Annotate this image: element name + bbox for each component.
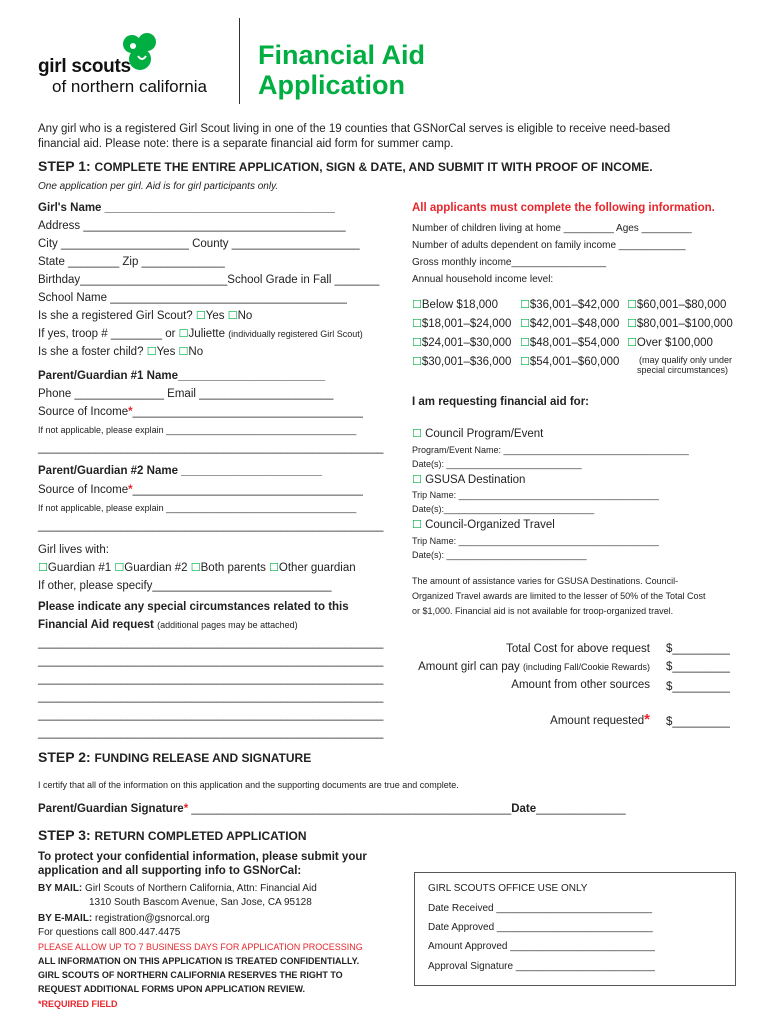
pg2-not-applicable[interactable]: If not applicable, please explain ______________________________________ [38, 503, 357, 513]
council-travel-checkbox[interactable]: ☐ [412, 519, 422, 531]
may-qualify-note-2: special circumstances) [637, 365, 729, 375]
income-option[interactable] [520, 355, 619, 369]
troop-question [38, 327, 363, 341]
questions-text: For questions call 800.447.4475 [38, 927, 181, 938]
email-row [38, 913, 210, 925]
gsusa-checkbox[interactable]: ☐ [412, 474, 422, 486]
city-county-field[interactable]: City ____________________ County ____________________ [38, 238, 360, 250]
girl-can-pay-row [418, 660, 650, 674]
lives-with-options [38, 561, 356, 575]
income-option[interactable] [627, 336, 713, 350]
income-checkbox[interactable]: ☐ [412, 337, 422, 349]
gsusa-dates-field[interactable]: Date(s):______________________________ [412, 504, 595, 514]
special-line-4[interactable]: ______________________________________________________ [38, 691, 384, 703]
address-field[interactable]: Address _________________________________________ [38, 220, 346, 232]
annual-income-label: Annual household income level: [412, 274, 554, 285]
confidential-line2: GIRL SCOUTS OF NORTHERN CALIFORNIA RESERVES THE RIGHT TO [38, 970, 343, 980]
income-label: $54,001–$60,000 [529, 356, 620, 368]
income-label: Below $18,000 [421, 299, 498, 311]
required-field-legend [38, 999, 118, 1010]
girl-lives-with-label: Girl lives with: [38, 544, 109, 556]
no-checkbox[interactable]: ☐ [227, 310, 238, 322]
protect-line1: To protect your confidential information, please submit your [38, 851, 367, 863]
protect-line2: application and all supporting info to GSNorCal: [38, 865, 302, 877]
may-qualify-note-1: (may qualify only under [639, 355, 733, 365]
required-asterisk: * [644, 711, 650, 728]
date-approved-field[interactable]: Date Approved ____________________________ [428, 922, 653, 933]
assistance-note-3: or $1,000. Financial aid is not available for troop-organized travel. [412, 606, 674, 616]
income-option[interactable] [412, 317, 511, 331]
step3-text: RETURN COMPLETED APPLICATION [94, 829, 307, 843]
income-label: $36,001–$42,000 [529, 299, 620, 311]
both-parents-label: Both parents [200, 562, 266, 574]
income-checkbox[interactable]: ☐ [412, 299, 422, 311]
income-label: $24,001–$30,000 [421, 337, 512, 349]
amount-requested-field[interactable]: $_________ [666, 716, 730, 728]
pg1-name-field[interactable]: Parent/Guardian #1 Name_______________________ [38, 370, 326, 382]
foster-question [38, 345, 203, 359]
income-checkbox[interactable]: ☐ [627, 337, 637, 349]
required-asterisk: * [38, 999, 42, 1009]
page-title-line1: Financial Aid [258, 40, 426, 70]
amount-requested-row [550, 713, 650, 728]
special-line-1[interactable]: ______________________________________________________ [38, 637, 384, 649]
gsusa-label: GSUSA Destination [425, 474, 526, 486]
confidential-line1: ALL INFORMATION ON THIS APPLICATION IS TREATED CONFIDENTIALLY. [38, 956, 360, 966]
foster-no-checkbox[interactable]: ☐ [178, 346, 189, 358]
mail-address-line1: Girl Scouts of Northern California, Attn: Financial Aid [85, 883, 317, 894]
no-label: No [237, 310, 253, 322]
income-label: Over $100,000 [636, 337, 713, 349]
special-line-5[interactable]: ______________________________________________________ [38, 709, 384, 721]
source-income-line: ____________________________________ [132, 484, 363, 496]
income-label: $60,001–$80,000 [636, 299, 727, 311]
council-program-option[interactable] [412, 427, 543, 441]
guardian1-label: Guardian #1 [47, 562, 112, 574]
total-cost-label: Total Cost for above request [506, 643, 650, 655]
step1-label: STEP 1: [38, 158, 91, 174]
special-heading-line1: Please indicate any special circumstances related to this [38, 601, 349, 613]
pg1-source-income[interactable] [38, 405, 363, 419]
pg2-source-income[interactable] [38, 483, 363, 497]
guardian1-checkbox[interactable]: ☐ [38, 562, 48, 574]
required-asterisk: * [183, 803, 189, 815]
special-heading-line2 [38, 618, 298, 632]
special-heading-label: Financial Aid request [38, 619, 154, 631]
income-option[interactable] [520, 336, 619, 350]
council-travel-label: Council-Organized Travel [425, 519, 555, 531]
guardian2-checkbox[interactable]: ☐ [114, 562, 125, 574]
travel-trip-name-field[interactable]: Trip Name: ________________________________________ [412, 536, 659, 546]
other-sources-field[interactable]: $_________ [666, 681, 730, 693]
allow-days-text: PLEASE ALLOW UP TO 7 BUSINESS DAYS FOR APPLICATION PROCESSING [38, 942, 363, 952]
phone-email-field[interactable]: Phone ______________ Email _____________________ [38, 388, 334, 400]
certify-text: I certify that all of the information on this application and the supporting documents are true and complete. [38, 780, 459, 790]
source-income-label: Source of Income [38, 406, 129, 418]
pg1-blank-line[interactable]: ______________________________________________________ [38, 442, 384, 454]
brand-name: girl scouts [38, 56, 131, 77]
brand-subtitle: of northern california [52, 77, 207, 96]
intro-line1: Any girl who is a registered Girl Scout living in one of the 19 counties that GSNorCal serves is eligible to receive need-based [38, 123, 671, 135]
guardian2-label: Guardian #2 [124, 562, 188, 574]
email-link[interactable]: registration@gsnorcal.org [95, 913, 210, 924]
birthday-grade-field[interactable]: Birthday_______________________School Grade in Fall _______ [38, 274, 380, 286]
assistance-note-1: The amount of assistance varies for GSUSA Destinations. Council- [412, 576, 679, 586]
foster-yes-label: Yes [156, 346, 176, 358]
page-title-line2: Application [258, 70, 405, 100]
required-field-label: REQUIRED FIELD [41, 999, 118, 1009]
intro-line2: financial aid. Please note: there is a separate financial aid form for summer camp. [38, 138, 454, 150]
yes-label: Yes [205, 310, 225, 322]
special-line-6[interactable]: ______________________________________________________ [38, 727, 384, 739]
date-received-field[interactable]: Date Received ____________________________ [428, 903, 653, 914]
program-dates-field[interactable]: Date(s): ___________________________ [412, 459, 582, 469]
other-guardian-checkbox[interactable]: ☐ [269, 562, 279, 574]
step1-note: One application per girl. Aid is for girl participants only. [38, 181, 279, 192]
state-zip-field[interactable]: State ________ Zip _____________ [38, 256, 225, 268]
requesting-heading: I am requesting financial aid for: [412, 396, 590, 408]
income-checkbox[interactable]: ☐ [520, 337, 530, 349]
income-option[interactable] [520, 298, 619, 312]
date-label: Date [511, 803, 537, 815]
gross-income-field[interactable]: Gross monthly income_________________ [412, 257, 607, 268]
registered-label: Is she a registered Girl Scout? [38, 310, 193, 322]
income-option[interactable] [412, 336, 511, 350]
special-note: (additional pages may be attached) [157, 620, 298, 630]
if-other-field[interactable]: If other, please specify____________________________ [38, 580, 332, 592]
registered-question [38, 309, 252, 323]
income-option[interactable] [627, 298, 726, 312]
income-checkbox[interactable]: ☐ [520, 299, 530, 311]
income-label: $80,001–$100,000 [636, 318, 733, 330]
gsusa-option[interactable] [412, 473, 525, 487]
special-line-2[interactable]: ______________________________________________________ [38, 655, 384, 667]
troop-field[interactable]: If yes, troop # ________ or [38, 328, 176, 340]
pg2-blank-line[interactable]: ______________________________________________________ [38, 520, 384, 532]
income-option[interactable] [627, 317, 733, 331]
by-mail-label: BY MAIL: [38, 883, 83, 894]
girl-can-pay-label: Amount girl can pay [418, 661, 520, 673]
council-program-label: Council Program/Event [425, 428, 544, 440]
all-applicants-heading: All applicants must complete the following information. [412, 202, 715, 214]
income-checkbox[interactable]: ☐ [520, 356, 530, 368]
pg1-not-applicable[interactable]: If not applicable, please explain ______________________________________ [38, 425, 357, 435]
girls-name-field[interactable]: Girl's Name ____________________________________ [38, 202, 335, 214]
gsusa-trip-name-field[interactable]: Trip Name: ________________________________________ [412, 490, 659, 500]
adults-field[interactable]: Number of adults dependent on family income ____________ [412, 240, 686, 251]
date-line[interactable]: ______________ [536, 803, 626, 815]
step2-heading [38, 749, 311, 765]
required-asterisk: * [128, 484, 133, 496]
income-option[interactable] [412, 298, 498, 312]
pg2-name-field[interactable]: Parent/Guardian #2 Name ______________________ [38, 465, 322, 477]
signature-row[interactable] [38, 802, 626, 816]
juliette-checkbox[interactable]: ☐ [178, 328, 189, 340]
confidential-line3: REQUEST ADDITIONAL FORMS UPON APPLICATION REVIEW. [38, 984, 306, 994]
juliette-label: Juliette [188, 328, 225, 340]
school-name-field[interactable]: School Name _____________________________________ [38, 292, 347, 304]
approval-signature-field[interactable]: Approval Signature _________________________ [428, 961, 655, 972]
income-checkbox[interactable]: ☐ [627, 299, 637, 311]
step2-text: FUNDING RELEASE AND SIGNATURE [94, 751, 312, 765]
step1-text: COMPLETE THE ENTIRE APPLICATION, SIGN & DATE, AND SUBMIT IT WITH PROOF OF INCOME. [94, 160, 653, 174]
step2-label: STEP 2: [38, 749, 91, 765]
source-income-line: ____________________________________ [132, 406, 363, 418]
other-sources-label: Amount from other sources [511, 679, 650, 691]
amount-requested-label: Amount requested [550, 715, 645, 727]
income-label: $30,001–$36,000 [421, 356, 512, 368]
income-checkbox[interactable]: ☐ [520, 318, 530, 330]
assistance-note-2: Organized Travel awards are limited to the lesser of 50% of the Total Cost [412, 591, 706, 601]
required-asterisk: * [128, 406, 133, 418]
step3-heading [38, 827, 307, 843]
foster-no-label: No [188, 346, 204, 358]
mail-row [38, 883, 317, 895]
juliette-note: (individually registered Girl Scout) [228, 329, 363, 339]
signature-line[interactable]: __________________________________________________ [191, 803, 512, 815]
income-option[interactable] [412, 355, 511, 369]
by-email-label: BY E-MAIL: [38, 913, 93, 924]
children-field[interactable]: Number of children living at home _________ Ages _________ [412, 223, 692, 234]
income-checkbox[interactable]: ☐ [412, 356, 422, 368]
girl-can-pay-note: (including Fall/Cookie Rewards) [522, 662, 650, 672]
mail-address-line2: 1310 South Bascom Avenue, San Jose, CA 95128 [89, 897, 312, 908]
both-parents-checkbox[interactable]: ☐ [190, 562, 201, 574]
special-line-3[interactable]: ______________________________________________________ [38, 673, 384, 685]
other-guardian-label: Other guardian [278, 562, 356, 574]
girl-can-pay-field[interactable]: $_________ [666, 661, 730, 673]
income-label: $48,001–$54,000 [529, 337, 620, 349]
program-name-field[interactable]: Program/Event Name: _____________________________________ [412, 445, 689, 455]
header-divider [239, 18, 240, 104]
foster-yes-checkbox[interactable]: ☐ [146, 346, 157, 358]
yes-checkbox[interactable]: ☐ [195, 310, 206, 322]
foster-label: Is she a foster child? [38, 346, 144, 358]
income-label: $18,001–$24,000 [421, 318, 512, 330]
income-label: $42,001–$48,000 [529, 318, 620, 330]
source-income-label: Source of Income [38, 484, 129, 496]
travel-dates-field[interactable]: Date(s): ____________________________ [412, 550, 587, 560]
step1-heading [38, 158, 653, 174]
office-use-title: GIRL SCOUTS OFFICE USE ONLY [428, 883, 588, 894]
amount-approved-field[interactable]: Amount Approved __________________________ [428, 941, 655, 952]
income-checkbox[interactable]: ☐ [627, 318, 637, 330]
income-option[interactable] [520, 317, 619, 331]
signature-label: Parent/Guardian Signature [38, 803, 184, 815]
council-program-checkbox[interactable]: ☐ [412, 428, 422, 440]
step3-label: STEP 3: [38, 827, 91, 843]
income-checkbox[interactable]: ☐ [412, 318, 422, 330]
total-cost-field[interactable]: $_________ [666, 643, 730, 655]
council-travel-option[interactable] [412, 518, 555, 532]
